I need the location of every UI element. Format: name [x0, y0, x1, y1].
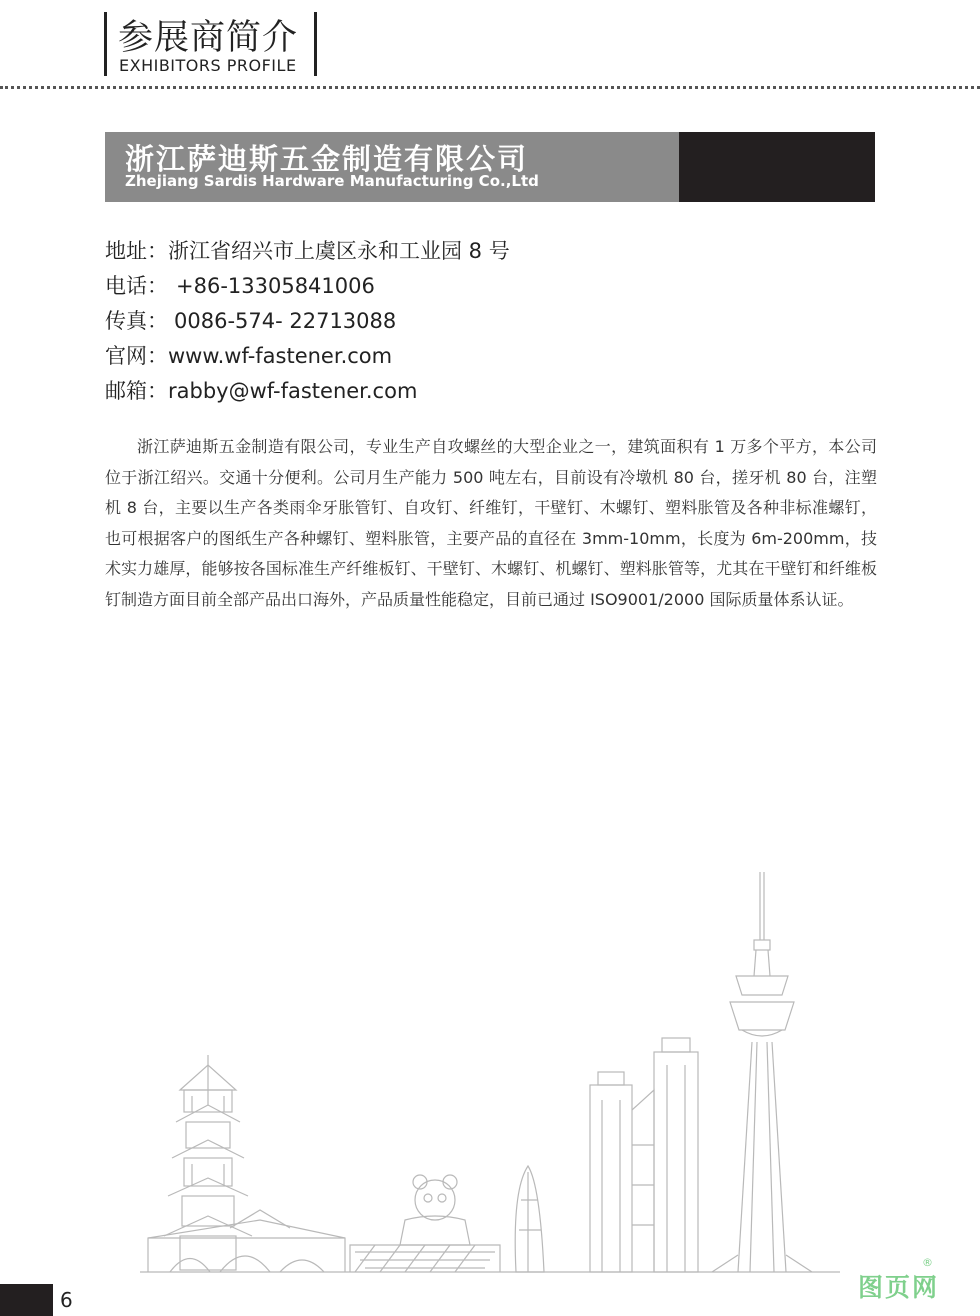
phone-value: +86-13305841006: [176, 274, 375, 298]
fax-row: [105, 306, 510, 341]
phone-row: [105, 271, 510, 306]
contact-list: [105, 236, 510, 411]
company-name-en: Zhejiang Sardis Hardware Manufacturing Co.,Ltd: [125, 172, 539, 190]
tv-tower-drawing: [712, 872, 812, 1272]
fax-label: 传真：: [105, 309, 168, 333]
email-label: 邮箱：: [105, 379, 168, 403]
address-row: [105, 236, 510, 271]
section-title-cn: 参展商简介: [118, 18, 299, 58]
city-skyline-illustration: [140, 860, 840, 1275]
watermark-registered-mark: ®: [922, 1256, 933, 1269]
twin-towers-drawing: [590, 1038, 698, 1272]
dotted-divider: [0, 86, 980, 89]
email-row: [105, 376, 510, 411]
arch-bridge-drawing: [148, 1210, 345, 1272]
email-value: rabby@wf-fastener.com: [168, 379, 418, 403]
company-description: 浙江萨迪斯五金制造有限公司，专业生产自攻螺丝的大型企业之一，建筑面积有 1 万多个平方，本公司位于浙江绍兴。交通十分便利。公司月生产能力 500 吨左右，目前设有冷墩机 80 台，搓牙机 80 台，注塑机 8 台，主要以生产各类雨伞牙胀管钉、自攻钉、纤维钉，干壁钉、木螺钉、塑料胀管及各种非标准螺钉，也可根据客户的图纸生产各种螺钉、塑料胀管，主要产品的直径在 3mm-10mm，长度为 6m-200mm，技术实力雄厚，能够按各国标准生产纤维板钉、干壁钉、木螺钉、机螺钉、塑料胀管等，尤其在干壁钉和纤维板钉制造方面目前全部产品出口海外，产品质量性能稳定，目前已通过 ISO9001/2000 国际质量体系认证。: [105, 437, 877, 609]
panda-drawing: [400, 1175, 470, 1245]
watermark-logo: 图页网: [858, 1273, 940, 1302]
banner-dark-panel: [679, 132, 875, 202]
header-left-rule: [104, 12, 107, 76]
website-value: www.wf-fastener.com: [168, 344, 393, 368]
page-number: 6: [60, 1288, 73, 1312]
page-number-block: [0, 1284, 53, 1316]
address-label: 地址：: [105, 239, 168, 263]
phone-label: 电话：: [105, 274, 168, 298]
header-right-rule: [314, 12, 317, 76]
curved-tower-drawing: [515, 1166, 544, 1272]
section-title-en: EXHIBITORS PROFILE: [119, 56, 297, 75]
website-label: 官网：: [105, 344, 168, 368]
steps-drawing: [350, 1245, 500, 1272]
address-value: 浙江省绍兴市上虞区永和工业园 8 号: [168, 239, 510, 263]
company-name-cn: 浙江萨迪斯五金制造有限公司: [125, 142, 529, 176]
fax-value: 0086-574- 22713088: [174, 309, 397, 333]
website-row: [105, 341, 510, 376]
company-banner: [105, 132, 875, 202]
